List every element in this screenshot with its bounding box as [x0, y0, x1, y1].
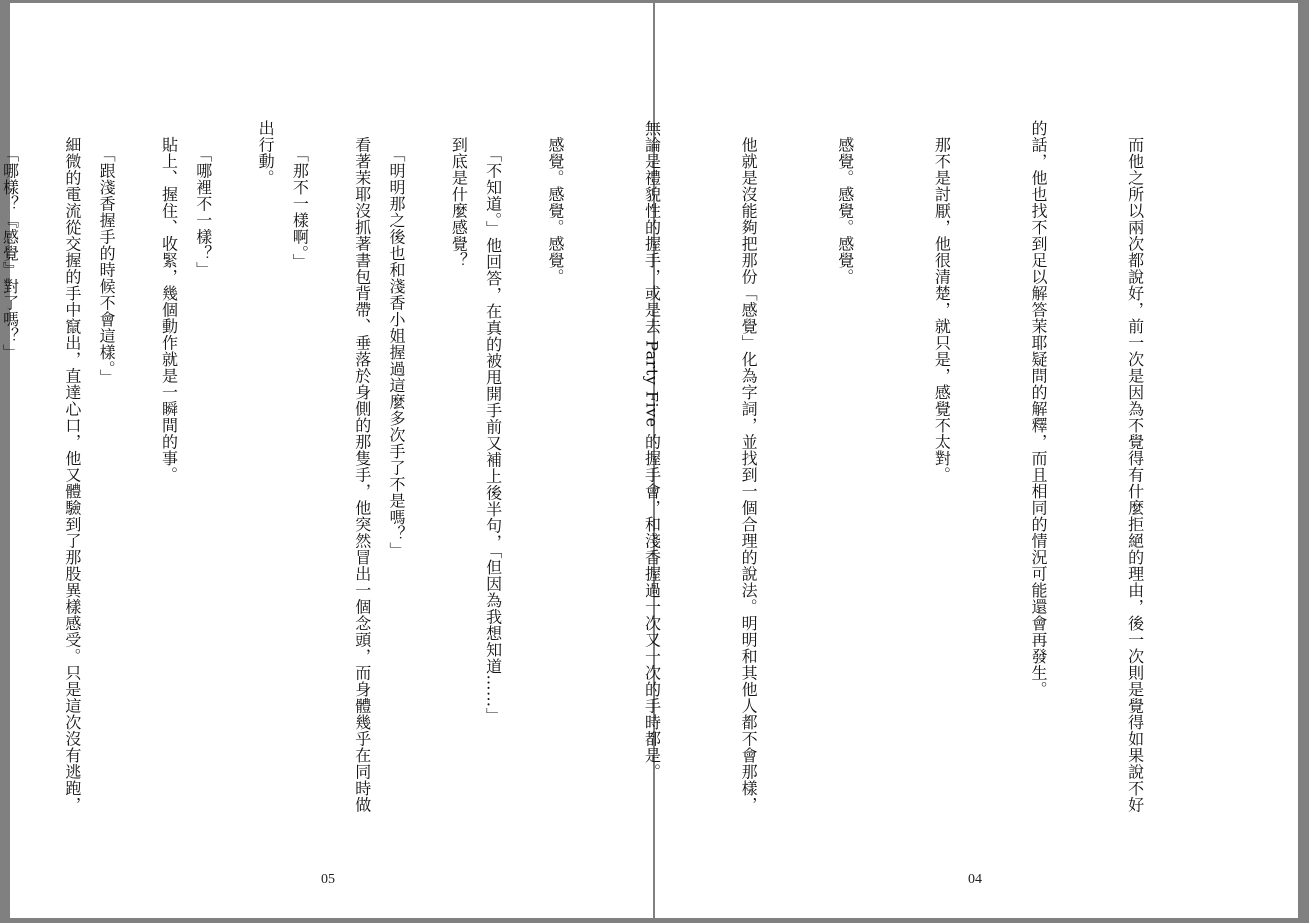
text-line: 感覺。感覺。感覺。	[835, 120, 855, 285]
text-line: 的話，他也找不到足以解答茉耶疑問的解釋，而且相同的情況可能還會再發生。	[1028, 120, 1048, 698]
text-line: 「哪樣？『感覺』對了嗎？」	[0, 146, 20, 361]
page-number: 05	[321, 872, 335, 887]
text-line: 看著茉耶沒抓著書包背帶、垂落於身側的那隻手，他突然冒出一個念頭，而身體幾乎在同時做	[352, 120, 372, 813]
text-line: 「跟淺香握手的時候不會這樣。」	[97, 146, 117, 386]
text-line: 到底是什麼感覺？	[449, 120, 469, 269]
text-line: 感覺。感覺。感覺。	[545, 120, 565, 285]
text-line: 細微的電流從交握的手中竄出，直達心口，他又體驗到了那股異樣感受。只是這次沒有逃跑，	[62, 120, 82, 813]
text-line: 無論是禮貌性的握手，或是去 Party Five 的握手會，和淺香握過一次又一次的手時都是。	[642, 120, 662, 780]
text-line: 「哪裡不一樣？」	[193, 146, 213, 278]
text-line: 「明明那之後也和淺香小姐握過這麼多次手了不是嗎？」	[386, 146, 406, 559]
text-line: 他就是沒能夠把那份「感覺」化為字詞，並找到一個合理的說法。明明和其他人都不會那樣，	[739, 120, 759, 813]
page-number: 04	[968, 872, 982, 887]
text-line: 「那不一樣啊。」	[290, 146, 310, 270]
text-line: 而他之所以兩次都說好，前一次是因為不覺得有什麼拒絕的理由，後一次則是覺得如果說不好	[1125, 120, 1145, 813]
text-line: 出行動。	[256, 120, 276, 186]
text-line: 貼上、握住、收緊，幾個動作就是一瞬間的事。	[159, 120, 179, 483]
text-line: 那不是討厭，他很清楚，就只是，感覺不太對。	[932, 120, 952, 483]
text-line: 「不知道。」他回答，在真的被甩開手前又補上後半句，「但因為我想知道……」	[483, 146, 503, 724]
